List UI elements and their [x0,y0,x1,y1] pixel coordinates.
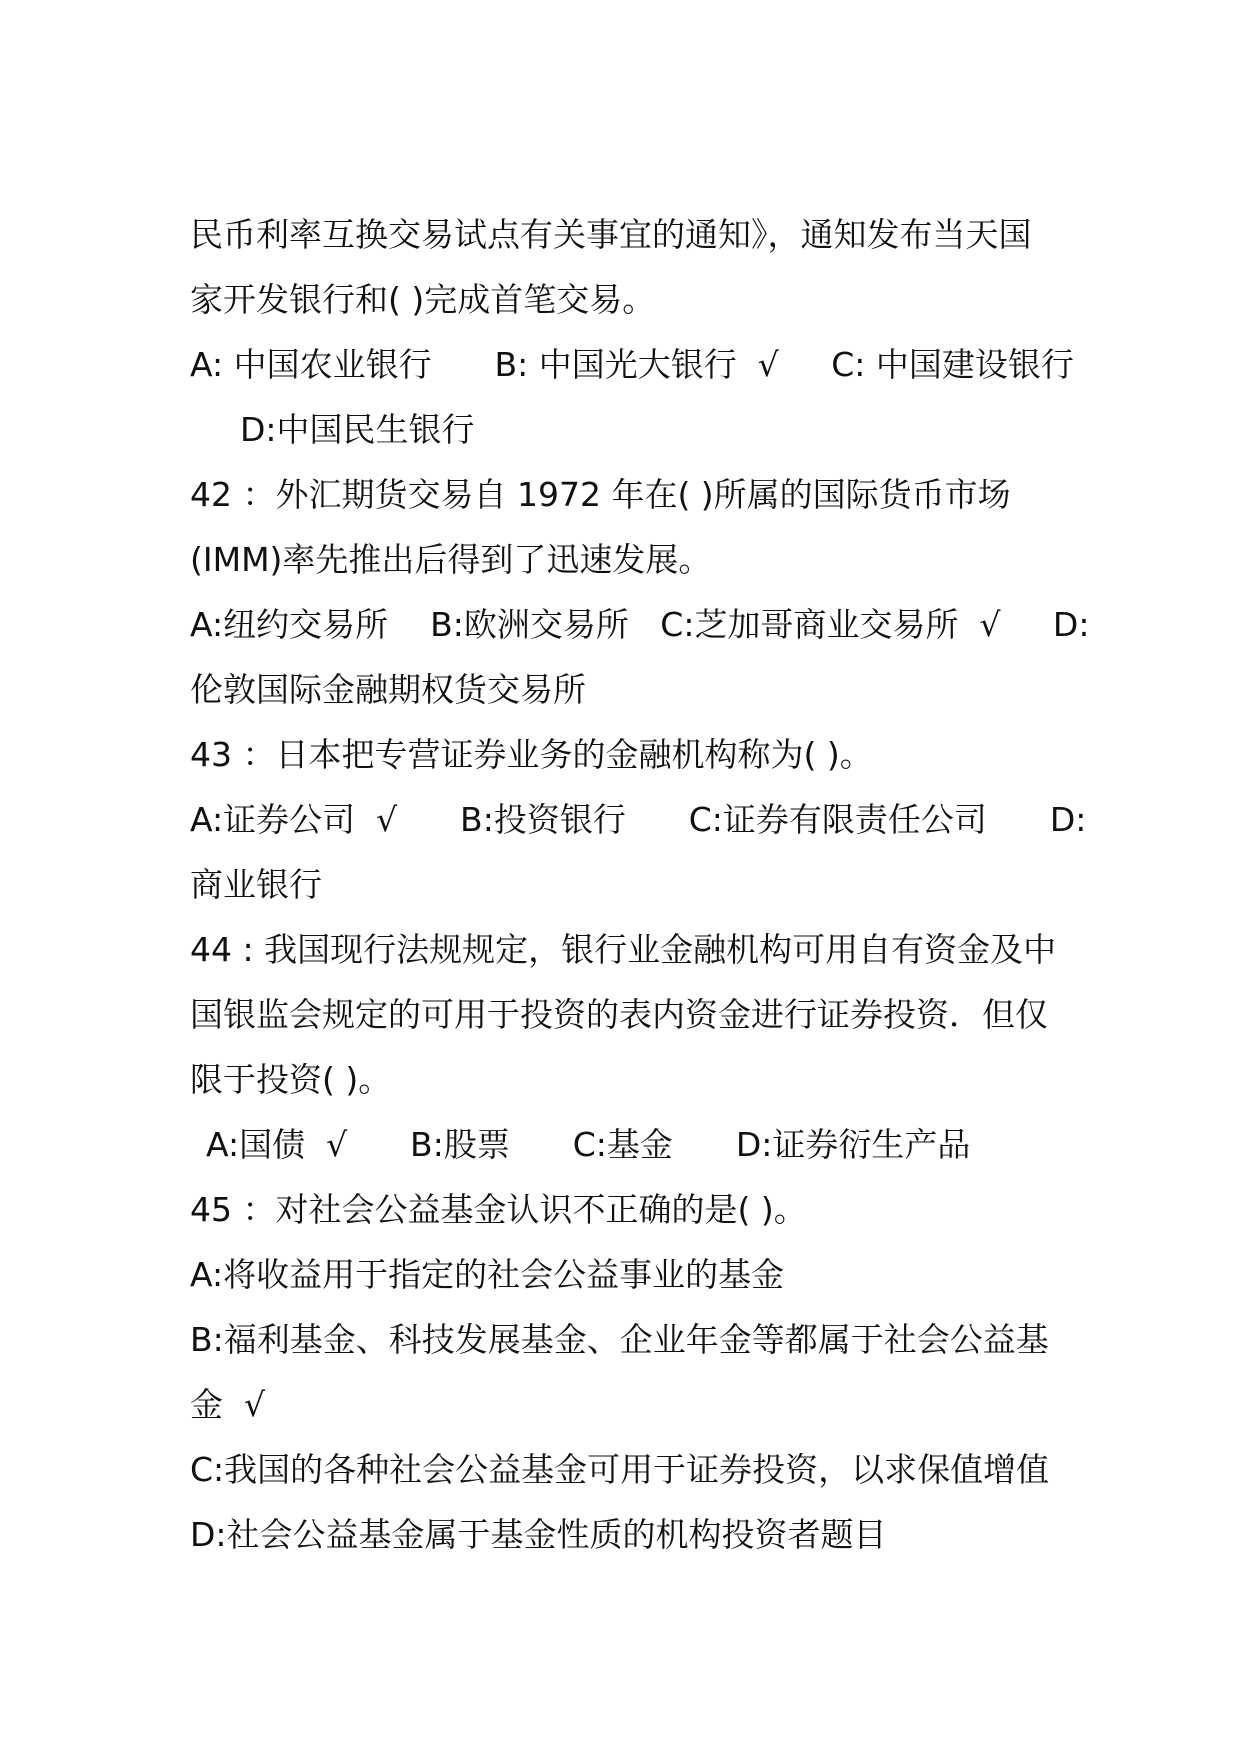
answer-option-c: C:我国的各种社会公益基金可用于证券投资，以求保值增值 [190,1450,1050,1489]
answer-options-line: A: 中国农业银行 B: 中国光大银行 √ C: 中国建设银行 [190,345,1074,384]
text-line: 金 √ [190,1385,266,1424]
text-line: 商业银行 [190,865,322,904]
question-42: 42 ：外汇期货交易自 1972 年在( )所属的国际货币市场 [190,475,1011,514]
answer-options-line: A:国债 √ B:股票 C:基金 D:证券衍生产品 [206,1125,971,1164]
question-43: 43 ：日本把专营证券业务的金融机构称为( )。 [190,735,873,774]
answer-option-a: A:将收益用于指定的社会公益事业的基金 [190,1255,785,1294]
text-line: 家开发银行和( )完成首笔交易。 [190,280,656,319]
text-line: 民币利率互换交易试点有关事宜的通知》，通知发布当天国 [190,215,1032,254]
question-44: 44 : 我国现行法规规定，银行业金融机构可用自有资金及中 [190,930,1057,969]
text-line: (IMM)率先推出后得到了迅速发展。 [190,540,712,579]
answer-options-line: A:证券公司 √ B:投资银行 C:证券有限责任公司 D: [190,800,1087,839]
text-line: 限于投资( )。 [190,1060,392,1099]
text-line: 国银监会规定的可用于投资的表内资金进行证券投资．但仅 [190,995,1048,1034]
answer-option-b: B:福利基金、科技发展基金、企业年金等都属于社会公益基 [190,1320,1049,1359]
text-line: 伦敦国际金融期权货交易所 [190,670,586,709]
answer-options-line: A:纽约交易所 B:欧洲交易所 C:芝加哥商业交易所 √ D: [190,605,1090,644]
question-45: 45 ：对社会公益基金认识不正确的是( )。 [190,1190,807,1229]
document-body [190,202,1090,1567]
answer-option-d: D:中国民生银行 [240,410,475,449]
answer-option-d: D:社会公益基金属于基金性质的机构投资者题目 [190,1515,887,1554]
